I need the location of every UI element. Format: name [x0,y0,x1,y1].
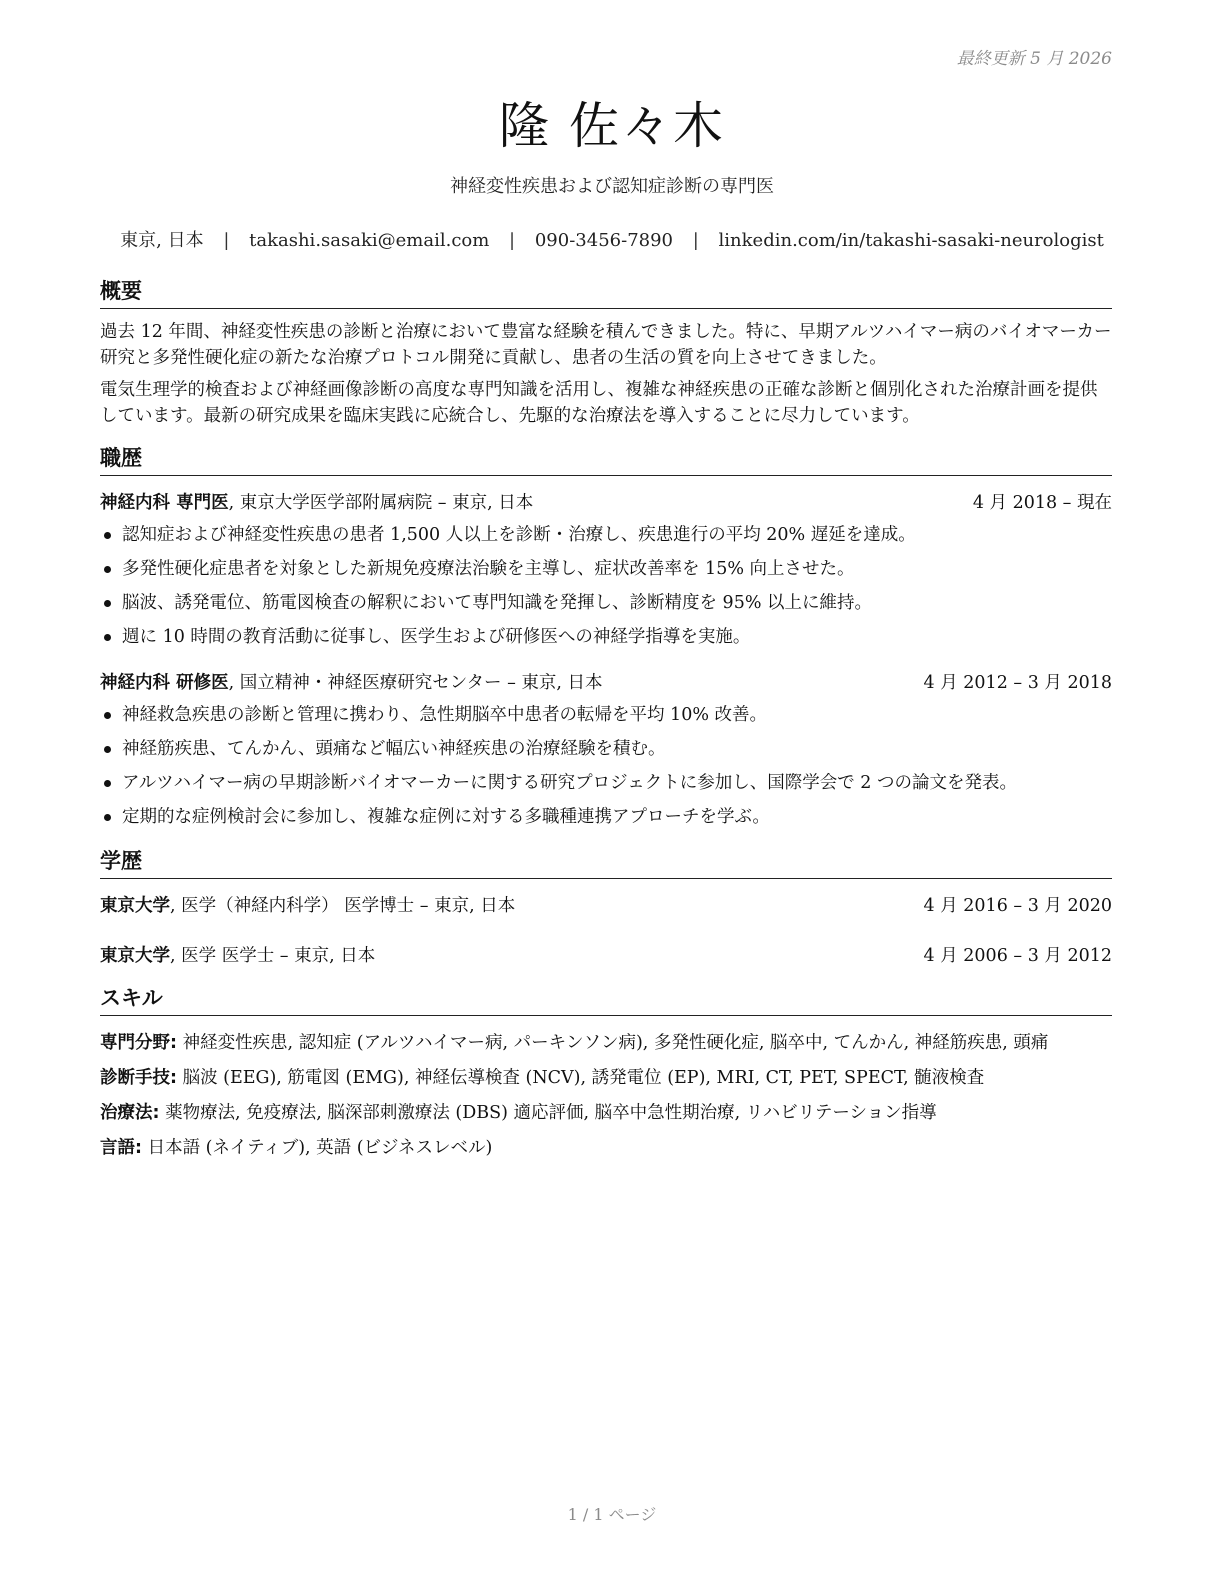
list-item [100,518,1112,552]
job-header [100,490,1112,516]
page-indicator: 1 / 1 ページ [567,1505,657,1524]
bullet-text: 神経救急疾患の診断と管理に携わり、急性期脳卒中患者の転帰を平均 10% 改善。 [122,705,768,725]
skill-label: 専門分野: [100,1033,177,1053]
headline: 神経変性疾患および認知症診断の専門医 [450,176,774,197]
skill-label: 診断手技: [100,1068,177,1088]
bullet-text: 週に 10 時間の教育活動に従事し、医学生および研修医への神経学指導を実施。 [122,627,751,647]
list-item [100,552,1112,586]
job-header [100,670,1112,696]
list-item [100,766,1112,800]
experience-section [100,443,1112,834]
job-title-line [100,670,603,696]
skill-label: 言語: [100,1138,142,1158]
bullet-text: 神経筋疾患、てんかん、頭痛など幅広い神経疾患の治療経験を積む。 [122,739,666,759]
skill-text: 日本語 (ネイティブ), 英語 (ビジネスレベル) [142,1138,493,1158]
education-dates: 4 月 2006 – 3 月 2012 [923,946,1112,966]
bullet-text: 認知症および神経変性疾患の患者 1,500 人以上を診断・治療し、疾患進行の平均 20% 遅延を達成。 [122,525,916,545]
contact-linkedin[interactable]: linkedin.com/in/takashi-sasaki-neurologist [718,230,1104,251]
contact-separator: | [509,230,516,251]
job-role: 神経内科 専門医 [100,493,229,513]
list-item [100,620,1112,654]
job-org: , 国立精神・神経医療研究センター – 東京, 日本 [228,673,603,693]
job-role: 神経内科 研修医 [100,673,229,693]
job-org: , 東京大学医学部附属病院 – 東京, 日本 [228,493,534,513]
education-school: 東京大学 [100,896,170,916]
bullet-text: 多発性硬化症患者を対象とした新規免疫療法治験を主導し、症状改善率を 15% 向上させた。 [122,559,855,579]
job-dates: 4 月 2018 – 現在 [972,493,1112,513]
contact-line [0,226,1224,252]
skill-row [100,1100,1112,1126]
list-item [100,732,1112,766]
education-entry [100,943,1112,969]
summary-section [100,276,1112,429]
resume-content [100,276,1112,1170]
bullet-dot [104,634,111,641]
section-title-summary: 概要 [100,276,1112,309]
job-entry [100,490,1112,654]
education-dates: 4 月 2016 – 3 月 2020 [923,896,1112,916]
list-item [100,698,1112,732]
skills-section [100,983,1112,1161]
education-section [100,846,1112,969]
bullet-dot [104,712,111,719]
skill-row [100,1135,1112,1161]
last-updated: 最終更新 5 月 2026 [956,49,1112,69]
skill-label: 治療法: [100,1103,160,1123]
contact-location: 東京, 日本 [120,230,204,251]
bullet-dot [104,532,111,539]
job-entry [100,670,1112,834]
contact-phone[interactable]: 090-3456-7890 [534,230,673,251]
bullet-text: 脳波、誘発電位、筋電図検査の解釈において専門知識を発揮し、診断精度を 95% 以上に維持。 [122,593,873,613]
list-item [100,586,1112,620]
bullet-text: アルツハイマー病の早期診断バイオマーカーに関する研究プロジェクトに参加し、国際学会で 2 つの論文を発表。 [122,773,1017,793]
bullet-dot [104,566,111,573]
bullet-dot [104,780,111,787]
skill-row [100,1065,1112,1091]
contact-separator: | [223,230,230,251]
job-dates: 4 月 2012 – 3 月 2018 [923,673,1112,693]
summary-paragraph: 過去 12 年間、神経変性疾患の診断と治療において豊富な経験を積んできました。特に、早期アルツハイマー病のバイオマーカー研究と多発性硬化症の新たな治療プロトコル開発に貢献し、患者の生活の質を向上させてきました。 [100,322,1112,368]
education-title-line [100,893,515,919]
skill-text: 薬物療法, 免疫療法, 脳深部刺激療法 (DBS) 適応評価, 脳卒中急性期治療, リハビリテーション指導 [159,1103,937,1123]
education-entry [100,893,1112,919]
section-title-education: 学歴 [100,846,1112,879]
job-title-line [100,490,533,516]
contact-email[interactable]: takashi.sasaki@email.com [249,230,490,251]
skill-text: 神経変性疾患, 認知症 (アルツハイマー病, パーキンソン病), 多発性硬化症, 脳卒中, てんかん, 神経筋疾患, 頭痛 [177,1033,1049,1053]
education-title-line [100,943,375,969]
job-bullets [100,698,1112,834]
section-title-experience: 職歴 [100,443,1112,476]
bullet-text: 定期的な症例検討会に参加し、複雑な症例に対する多職種連携アプローチを学ぶ。 [122,807,770,827]
skill-row [100,1030,1112,1056]
section-title-skills: スキル [100,983,1112,1016]
list-item [100,800,1112,834]
bullet-dot [104,746,111,753]
bullet-dot [104,814,111,821]
candidate-name: 隆 佐々木 [499,97,725,155]
education-detail: , 医学（神経内科学） 医学博士 – 東京, 日本 [170,896,516,916]
contact-separator: | [692,230,699,251]
summary-paragraph: 電気生理学的検査および神経画像診断の高度な専門知識を活用し、複雑な神経疾患の正確な診断と個別化された治療計画を提供しています。最新の研究成果を臨床実践に応統合し、先駆的な治療法を導入することに尽力しています。 [100,380,1098,426]
skill-text: 脳波 (EEG), 筋電図 (EMG), 神経伝導検査 (NCV), 誘発電位 (EP), MRI, CT, PET, SPECT, 髄液検査 [177,1068,985,1088]
education-school: 東京大学 [100,946,170,966]
education-detail: , 医学 医学士 – 東京, 日本 [170,946,376,966]
bullet-dot [104,600,111,607]
job-bullets [100,518,1112,654]
